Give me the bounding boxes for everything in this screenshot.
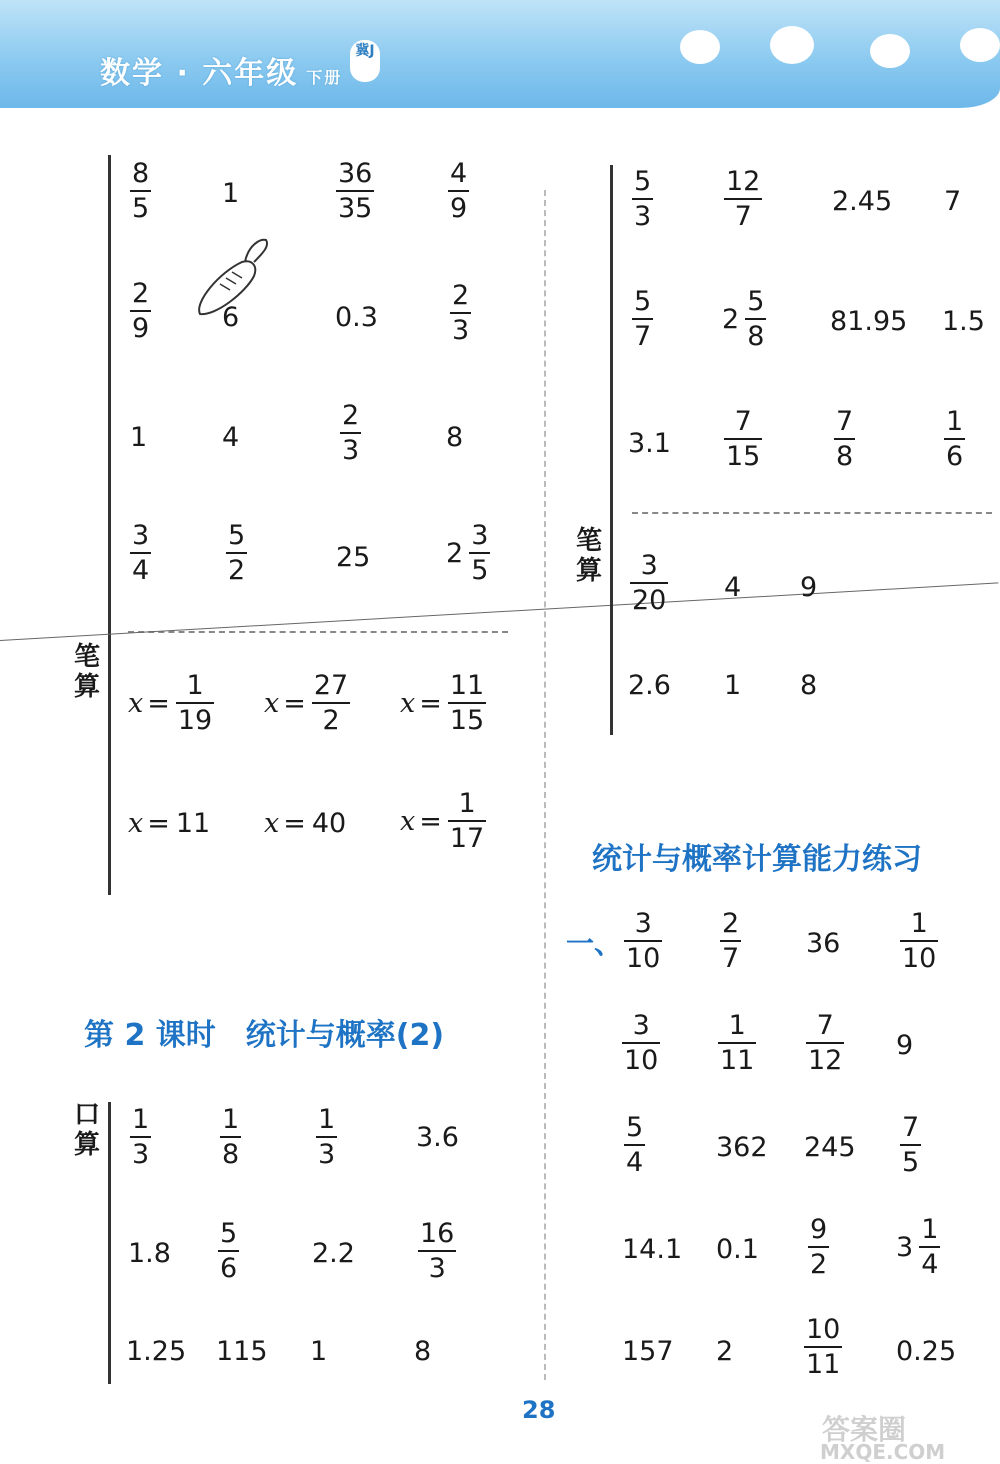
- answer-value: 1: [724, 670, 742, 701]
- answer-value: 14.1: [622, 1234, 683, 1265]
- answer-mixed-number: 2 $\frac{5}{8}$: [722, 286, 765, 352]
- cloud-decoration: [770, 26, 814, 64]
- answer-value: 8: [800, 670, 818, 701]
- answer-value: 2.45: [832, 186, 893, 217]
- answer-fraction: 2 9: [132, 278, 150, 344]
- answer-value: 4: [724, 572, 742, 603]
- answer-value: 2.2: [312, 1238, 355, 1269]
- answer-fraction: 1 11: [720, 1010, 755, 1076]
- answer-fraction: 5 3: [634, 166, 652, 232]
- section-divider: [128, 631, 508, 633]
- answer-fraction: 3 4: [132, 520, 150, 586]
- answer-fraction: 1 3: [318, 1104, 336, 1170]
- answer-fraction: 10 11: [806, 1314, 841, 1380]
- answer-fraction: 5 7: [634, 286, 652, 352]
- answer-fraction: 3 10: [624, 1010, 659, 1076]
- answer-value: 2: [716, 1336, 734, 1367]
- answer-value: 0.3: [335, 302, 378, 333]
- answer-fraction: 5 6: [220, 1218, 238, 1284]
- answer-value: 2.6: [628, 670, 671, 701]
- answer-value: 8: [446, 422, 464, 453]
- answer-fraction: 3 20: [632, 550, 667, 616]
- answer-value: 36: [806, 928, 841, 959]
- answer-fraction: 7 12: [808, 1010, 843, 1076]
- answer-value: 9: [800, 572, 818, 603]
- edition-badge: 冀J: [350, 40, 380, 82]
- answer-mixed-number: 2 $\frac{3}{5}$: [446, 520, 489, 586]
- column-separator: [544, 190, 546, 1380]
- kousuan-rule: [108, 1102, 111, 1384]
- equation-answer: x = 40: [264, 808, 347, 839]
- answer-value: 81.95: [830, 306, 908, 337]
- equation-answer: x = $\frac{1}{19}$: [128, 670, 213, 736]
- answer-mixed-number: 3 $\frac{1}{4}$: [896, 1214, 939, 1280]
- equation-answer: x = 11: [128, 808, 211, 839]
- question-number: 一、: [566, 927, 623, 960]
- answer-value: 1: [222, 178, 240, 209]
- answer-fraction: 8 5: [132, 158, 150, 224]
- answer-value: 9: [896, 1030, 914, 1061]
- answer-fraction: 5 4: [626, 1112, 644, 1178]
- answer-value: 3.1: [628, 428, 671, 459]
- answer-value: 362: [716, 1132, 768, 1163]
- answer-fraction: 7 5: [902, 1112, 920, 1178]
- cloud-decoration: [870, 34, 910, 68]
- right-column-rule: [610, 165, 613, 735]
- book-title: 数学 · 六年级 下册: [100, 56, 343, 91]
- answer-fraction: 1 10: [902, 908, 937, 974]
- kousuan-label: 口算: [73, 1100, 100, 1160]
- section-divider: [632, 512, 992, 514]
- answer-fraction: 7 15: [726, 406, 761, 472]
- equation-answer: x = $\frac{11}{15}$: [400, 670, 485, 736]
- answer-value: 245: [804, 1132, 856, 1163]
- answer-value: 8: [414, 1336, 432, 1367]
- answer-fraction: 7 8: [836, 406, 854, 472]
- answer-fraction: 5 2: [228, 520, 246, 586]
- answer-value: 3.6: [416, 1122, 459, 1153]
- answer-fraction: 9 2: [810, 1214, 828, 1280]
- answer-value: 1: [130, 422, 148, 453]
- answer-value: 0.1: [716, 1234, 759, 1265]
- answer-fraction: 36 35: [338, 158, 373, 224]
- cloud-decoration: [960, 28, 1000, 62]
- left-column-rule: [108, 155, 111, 895]
- answer-value: 4: [222, 422, 240, 453]
- equation-answer: x = $\frac{1}{17}$: [400, 788, 485, 854]
- cloud-decoration: [680, 30, 720, 64]
- header-banner: [0, 0, 1000, 108]
- lesson-heading: 第 2 课时 统计与概率(2): [84, 1018, 445, 1053]
- answer-value: 6: [222, 302, 240, 333]
- answer-fraction: 2 7: [722, 908, 740, 974]
- answer-value: 1: [310, 1336, 328, 1367]
- answer-fraction: 2 3: [452, 280, 470, 346]
- answer-value: 157: [622, 1336, 674, 1367]
- bisuan-label: 笔算: [575, 526, 602, 586]
- answer-value: 1.5: [942, 306, 985, 337]
- answer-fraction: 1 8: [222, 1104, 240, 1170]
- answer-fraction: 1 3: [132, 1104, 150, 1170]
- answer-value: 0.25: [896, 1336, 957, 1367]
- watermark-logo: 答案圈: [822, 1413, 907, 1446]
- bisuan-label: 笔算: [73, 642, 100, 702]
- answer-fraction: 2 3: [342, 400, 360, 466]
- answer-value: 1.25: [126, 1336, 187, 1367]
- answer-value: 25: [336, 542, 371, 573]
- answer-value: 115: [216, 1336, 268, 1367]
- answer-fraction: 16 3: [420, 1218, 455, 1284]
- answer-fraction: 3 10: [626, 908, 661, 974]
- equation-answer: x = $\frac{27}{2}$: [264, 670, 349, 736]
- answer-fraction: 4 9: [450, 158, 468, 224]
- answer-value: 7: [944, 186, 962, 217]
- watermark-url: MXQE.COM: [820, 1440, 946, 1464]
- answer-fraction: 1 6: [946, 406, 964, 472]
- page-number: 28: [522, 1396, 556, 1424]
- practice-heading: 统计与概率计算能力练习: [592, 842, 922, 877]
- answer-fraction: 12 7: [726, 166, 761, 232]
- answer-value: 1.8: [128, 1238, 171, 1269]
